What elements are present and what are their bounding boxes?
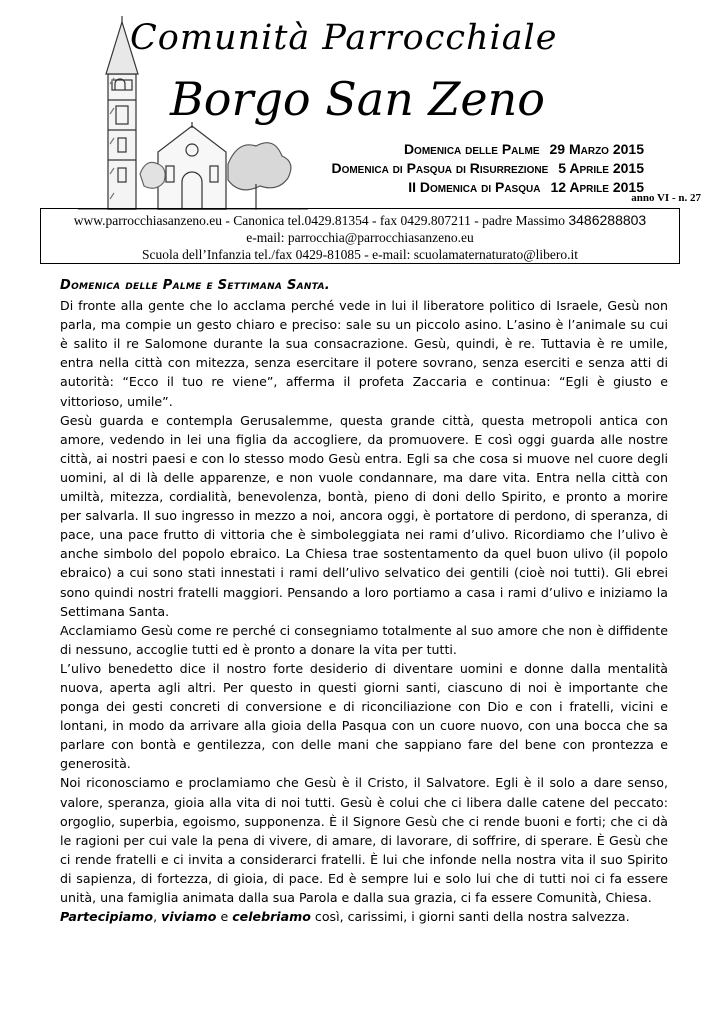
occasion-item	[331, 140, 644, 159]
occasion-date: 12 Aprile 2015	[550, 179, 644, 195]
article-paragraph: Noi riconosciamo e proclamiamo che Gesù è il Cristo, il Salvatore. Egli è il solo a dare senso, valore, speranza, gioia alla vita di noi tutti. Gesù è colui che ci libera dalle catene del peccato: orgoglio, superbia, egoismo, supponenza. È il Signore Gesù che ci rende buoni e forti; che ci dà le ragioni per cui vale la pena di vivere, di amare, di lavorare, di soffrire, di sperare. È Gesù che ci rende fratelli e ci invita a considerarci fratelli. È lui che infonde nella nostra vita il suo Spirito di sapienza, di fortezza, di gioia, di pace. Ed è sempre lui e solo lui che di tutti noi ci fa essere unità, una famiglia animata dalla sua Parola e dalla sua grazia, ci fa essere Comunità, Chiesa.	[60, 775, 668, 905]
occasion-list	[331, 140, 644, 197]
contact-line-school: Scuola dell’Infanzia tel./fax 0429-81085 - e-mail: scuolamaternaturato@libero.it	[141, 247, 579, 262]
occasion-name: Domenica di Pasqua di Risurrezione	[331, 160, 549, 176]
article-paragraph: Gesù guarda e contempla Gerusalemme, questa grande città, questa metropoli antica con amore, vedendo in lei una figlia da accogliere, da promuovere. E così oggi guarda alle nostre città, ai nostri paesi e con lo stesso modo Gesù entra. Egli sa che cosa si muove nel cuore degli uomini, al di là delle apparenze, e non vuole condannare, ma dare vita. Entra nella città con umiltà, mitezza, cordialità, benevolenza, bontà, pieno di doni dello Spirito, e pronto a morire per salvarla. Il suo ingresso in mezzo a noi, ancora oggi, è portatore di perdono, di speranza, di pace, una pace frutto di vittoria che è simboleggiata nei rami d’ulivo. Ricordiamo che l’ulivo è anche simbolo del popolo ebraico. La Chiesa trae sostentamento da quel buon ulivo (il popolo ebraico) a cui sono stati innestati i rami dell’ulivo selvatico dei gentili (cioè noi tutti). Gli ebrei sono quindi nostri fratelli maggiori. Pensando a loro portiamo a casa i rami d’ulivo e iniziamo la Settimana Santa.	[60, 412, 668, 619]
contact-line-canonica	[41, 212, 679, 229]
masthead-title-top: Comunità Parrocchiale	[130, 18, 558, 58]
closing-text: così, carissimi, i giorni santi della nostra salvezza.	[310, 909, 630, 925]
masthead	[0, 0, 724, 210]
article-paragraph: Di fronte alla gente che lo acclama perché vede in lui il liberatore politico di Israele, Gesù non parla, ma compie un gesto chiaro e preciso: sale su un piccolo asino. L’asino è l’animale su cui è salito il re Salomone durante la sua consacrazione. Gesù, quindi, è re. Tuttavia è re umile, entra nella città con mitezza, senza esercitare il potere sovrano, senza eserciti e senza atti di autorità: “Ecco il tuo re viene”, afferma il profeta Zaccaria e continua: “Egli è giusto e vittorioso, umile”.	[60, 298, 668, 409]
occasion-date: 29 Marzo 2015	[549, 141, 644, 157]
closing-verb: celebriamo	[232, 909, 311, 925]
article-paragraph: Acclamiamo Gesù come re perché ci consegniamo totalmente al suo amore che non è diffidente di nessuno, accoglie tutti ed è pronto a donare la vita per tutti.	[60, 622, 668, 657]
closing-verb: Partecipiamo	[60, 909, 154, 925]
occasion-name: Domenica delle Palme	[403, 141, 540, 157]
contact-box	[40, 208, 680, 264]
issue-number: anno VI - n. 27	[631, 192, 701, 204]
article-title: Domenica delle Palme e Settimana Santa.	[60, 278, 331, 293]
masthead-title-main: Borgo San Zeno	[170, 72, 545, 126]
closing-verb: viviamo	[161, 909, 217, 925]
closing-separator: e	[216, 909, 233, 925]
closing-separator: ,	[153, 909, 162, 925]
occasion-item	[331, 159, 644, 178]
contact-line-email: e-mail: parrocchia@parrocchiasanzeno.eu	[246, 230, 474, 245]
occasion-item	[331, 178, 644, 197]
article-closing	[60, 907, 668, 926]
occasion-date: 5 Aprile 2015	[558, 160, 644, 176]
contact-phone: 3486288803	[568, 212, 647, 228]
article-paragraph: L’ulivo benedetto dice il nostro forte desiderio di diventare uomini e donne dalla mentalità nuova, aperta agli altri. Per questo in questi giorni santi, ciascuno di noi è importante che ponga dei gesti concreti di conversione e di riconciliazione con Dio e con i fratelli, vicini e lontani, in modo da arrivare alla gioia della Pasqua con un cuore nuovo, con una bocca che sa parlare con bontà e gentilezza, con delle mani che sappiano fare del bene con prontezza e generosità.	[60, 660, 668, 772]
article	[60, 276, 668, 926]
contact-text: www.parrocchiasanzeno.eu - Canonica tel.0429.81354 - fax 0429.807211 - padre Massimo	[73, 213, 565, 228]
occasion-name: II Domenica di Pasqua	[408, 179, 541, 195]
